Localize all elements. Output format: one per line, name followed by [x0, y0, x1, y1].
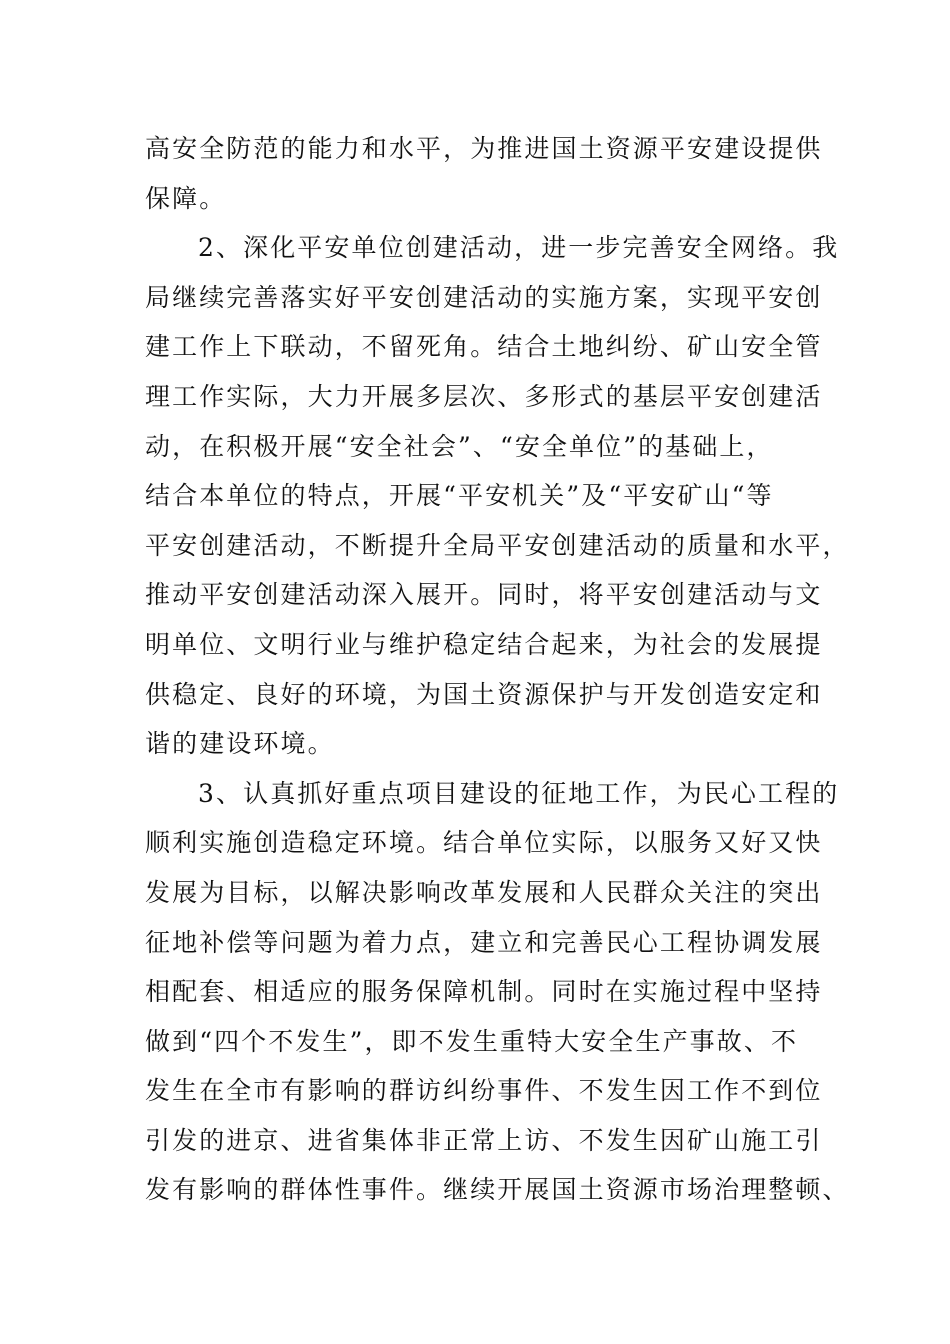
text-line: 明单位、文明行业与维护稳定结合起来，为社会的发展提 [145, 629, 823, 659]
text-line: 局继续完善落实好平安创建活动的实施方案，实现平安创 [145, 282, 823, 312]
text-line: 动，在积极开展“安全社会”、“安全单位”的基础上， [145, 431, 774, 461]
body-text [145, 124, 850, 1215]
text-line: 顺利实施创造稳定环境。结合单位实际，以服务又好又快 [145, 828, 823, 858]
text-line: 建工作上下联动，不留死角。结合土地纠纷、矿山安全管 [145, 332, 823, 362]
text-line: 平安创建活动，不断提升全局平安创建活动的质量和水平， [145, 530, 850, 560]
paragraph-start-line: 2、深化平安单位创建活动，进一步完善安全网络。我 [198, 233, 840, 263]
text-line: 引发的进京、进省集体非正常上访、不发生因矿山施工引 [145, 1125, 823, 1155]
text-line: 供稳定、良好的环境，为国土资源保护与开发创造安定和 [145, 679, 823, 709]
text-line: 发展为目标，以解决影响改革发展和人民群众关注的突出 [145, 877, 823, 907]
text-line: 征地补偿等问题为着力点，建立和完善民心工程协调发展 [145, 927, 823, 957]
text-line: 保障。 [145, 183, 227, 213]
text-line: 结合本单位的特点，开展“平安机关”及“平安矿山“等 [145, 481, 774, 511]
paragraph-start-line: 3、认真抓好重点项目建设的征地工作，为民心工程的 [198, 778, 840, 808]
text-line: 发生在全市有影响的群访纠纷事件、不发生因工作不到位 [145, 1076, 823, 1106]
text-line: 发有影响的群体性事件。继续开展国土资源市场治理整顿、 [145, 1175, 850, 1205]
text-line: 高安全防范的能力和水平，为推进国土资源平安建设提供 [145, 134, 823, 163]
text-line: 相配套、相适应的服务保障机制。同时在实施过程中坚持 [145, 977, 823, 1007]
text-line: 理工作实际，大力开展多层次、多形式的基层平安创建活 [145, 381, 823, 411]
text-line: 做到“四个不发生”，即不发生重特大安全生产事故、不 [145, 1026, 799, 1056]
text-line: 谐的建设环境。 [145, 729, 335, 759]
text-line: 推动平安创建活动深入展开。同时，将平安创建活动与文 [145, 580, 823, 610]
